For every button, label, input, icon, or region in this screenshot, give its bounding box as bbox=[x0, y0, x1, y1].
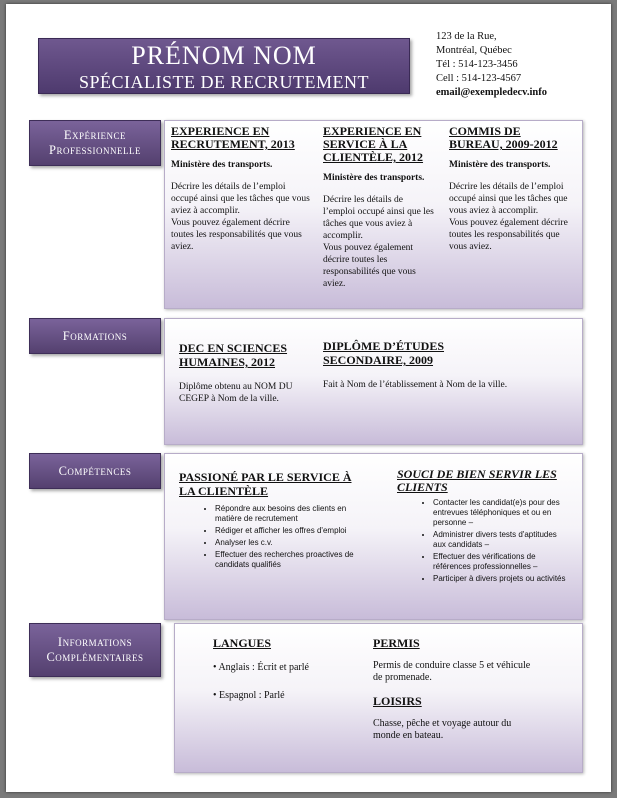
phone-line: Tél : 514-123-3456 bbox=[436, 59, 518, 70]
job-title: EXPERIENCE EN RECRUTEMENT, 2013 bbox=[171, 124, 295, 151]
email-line: email@exempledecv.info bbox=[436, 87, 547, 98]
cell-line: Cell : 514-123-4567 bbox=[436, 73, 522, 84]
list-item: • Administrer divers tests d'aptitudes aux candidats – bbox=[433, 530, 569, 550]
skills-column bbox=[179, 470, 369, 572]
list-item: • Rédiger et afficher les offres d'emploi bbox=[215, 526, 369, 536]
list-item: • Répondre aux besoins des clients en matière de recrutement bbox=[215, 504, 369, 524]
permis-title: PERMIS bbox=[373, 636, 420, 650]
job-desc: Décrire les détails de l’emploi occupé ainsi que les tâches que vous aviez à accomplir. bbox=[171, 182, 310, 216]
employer: Ministère des transports. bbox=[171, 160, 273, 170]
label-text: Complémentaires bbox=[46, 650, 144, 664]
contact-block bbox=[436, 30, 547, 100]
permis-block bbox=[373, 636, 533, 742]
loisirs-title: LOISIRS bbox=[373, 694, 422, 708]
job-desc: Vous pouvez également décrire toutes les responsabilités que vous aviez. bbox=[323, 243, 416, 289]
header-banner bbox=[38, 38, 410, 94]
city-line: Montréal, Québec bbox=[436, 45, 512, 56]
list-item: • Analyser les c.v. bbox=[215, 538, 369, 548]
infos-panel bbox=[174, 623, 583, 773]
label-text: Compétences bbox=[58, 463, 132, 478]
section-label-experience bbox=[29, 120, 161, 166]
formation-title: DIPLÔME D’ÉTUDES SECONDAIRE, 2009 bbox=[323, 339, 445, 367]
language-item: • Espagnol : Parlé bbox=[213, 690, 285, 701]
formation-entry bbox=[323, 339, 513, 391]
skills-title: PASSIONÉ PAR LE SERVICE À LA CLIENTÈLE bbox=[179, 470, 352, 498]
formation-entry bbox=[179, 341, 309, 405]
job-title: EXPERIENCE EN SERVICE À LA CLIENTÈLE, 2012 bbox=[323, 124, 424, 164]
skills-title: SOUCI DE BIEN SERVIR LES CLIENTS bbox=[397, 467, 557, 494]
job-title: COMMIS DE BUREAU, 2009-2012 bbox=[449, 124, 558, 151]
job-desc: Décrire les détails de l’emploi occupé ainsi que les tâches que vous aviez à accomplir. bbox=[449, 182, 568, 216]
section-label-formations bbox=[29, 318, 161, 354]
languages-title: LANGUES bbox=[213, 636, 272, 650]
job-desc: Décrire les détails de l’emploi occupé ainsi que les tâches que vous aviez à accomplir. bbox=[323, 195, 434, 241]
job-desc: Vous pouvez également décrire toutes les responsabilités que vous aviez. bbox=[171, 218, 302, 252]
permis-desc: Permis de conduire classe 5 et véhicule de promenade. bbox=[373, 660, 531, 683]
loisirs-desc: Chasse, pêche et voyage autour du monde en bateau. bbox=[373, 718, 512, 741]
job-entry bbox=[171, 125, 311, 253]
experience-panel bbox=[164, 120, 583, 309]
resume-page bbox=[6, 4, 611, 792]
list-item: • Contacter les candidat(e)s pour des entrevues téléphoniques et ou en personne – bbox=[433, 498, 569, 528]
job-entry bbox=[323, 125, 435, 290]
section-label-infos bbox=[29, 623, 161, 677]
label-text: Formations bbox=[62, 328, 128, 343]
skills-column bbox=[397, 468, 569, 586]
formation-desc: Diplôme obtenu au NOM DU CEGEP à Nom de la ville. bbox=[179, 382, 293, 404]
employer: Ministère des transports. bbox=[323, 173, 425, 183]
section-label-competences bbox=[29, 453, 161, 489]
list-item: • Effectuer des vérifications de références professionnelles – bbox=[433, 552, 569, 572]
label-text: Professionnelle bbox=[49, 143, 141, 157]
formation-title: DEC EN SCIENCES HUMAINES, 2012 bbox=[179, 341, 288, 369]
label-text: Informations bbox=[57, 635, 133, 649]
list-item: • Effectuer des recherches proactives de candidats qualifiés bbox=[215, 550, 369, 570]
skills-list bbox=[179, 504, 369, 570]
job-title: SPÉCIALISTE DE RECRUTEMENT bbox=[79, 72, 369, 92]
job-desc: Vous pouvez également décrire toutes les responsabilités que vous aviez. bbox=[449, 218, 568, 252]
competences-panel bbox=[164, 453, 583, 620]
formation-desc: Fait à Nom de l’établissement à Nom de la ville. bbox=[323, 380, 508, 390]
skills-list bbox=[397, 498, 569, 584]
candidate-name: PRÉNOM NOM bbox=[131, 41, 317, 70]
job-entry bbox=[449, 125, 569, 253]
formations-panel bbox=[164, 318, 583, 445]
language-item: • Anglais : Écrit et parlé bbox=[213, 662, 309, 673]
languages-block bbox=[213, 636, 353, 702]
address-line: 123 de la Rue, bbox=[436, 31, 497, 42]
employer: Ministère des transports. bbox=[449, 160, 551, 170]
label-text: Expérience bbox=[63, 128, 127, 142]
list-item: • Participer à divers projets ou activités bbox=[433, 574, 569, 584]
